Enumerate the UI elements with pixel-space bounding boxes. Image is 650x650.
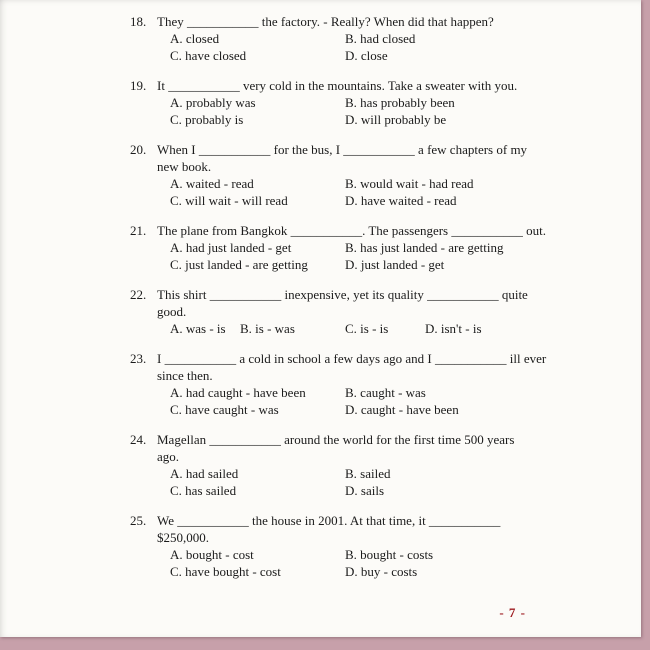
question-continuation: $250,000. (157, 530, 209, 545)
option-row (130, 546, 542, 563)
question-number: 18. (130, 14, 147, 29)
option-row (130, 401, 542, 418)
question-text: We ___________ the house in 2001. At that time, it ___________ (157, 513, 501, 528)
option-row (130, 482, 542, 499)
option-cell: C. will wait - will read (170, 193, 288, 208)
option-row (130, 320, 542, 337)
question-number: 25. (130, 513, 147, 528)
option-cell: B. had closed (345, 31, 416, 46)
question-number: 20. (130, 142, 147, 157)
option-cell: B. bought - costs (345, 547, 434, 562)
option-row (130, 465, 542, 482)
option-cell: A. was - is (170, 321, 226, 336)
option-cell: B. has probably been (345, 95, 455, 110)
option-cell: B. would wait - had read (345, 176, 474, 191)
option-row (130, 563, 542, 580)
option-cell: C. have bought - cost (170, 564, 281, 579)
option-cell: A. closed (170, 31, 220, 46)
option-cell: B. is - was (240, 321, 295, 336)
option-cell: B. caught - was (345, 385, 426, 400)
question-list (130, 13, 547, 593)
option-cell: C. has sailed (170, 483, 237, 498)
option-cell: D. buy - costs (345, 564, 418, 579)
option-cell: A. probably was (170, 95, 256, 110)
question-text: They ___________ the factory. - Really? When did that happen? (157, 14, 494, 29)
option-cell: C. probably is (170, 112, 244, 127)
option-cell: C. have closed (170, 48, 247, 63)
question-first-line (130, 286, 542, 303)
question-first-line (130, 141, 542, 158)
option-row (130, 175, 542, 192)
question-item (130, 141, 542, 209)
option-cell: A. had just landed - get (170, 240, 292, 255)
option-cell: A. waited - read (170, 176, 254, 191)
option-row (130, 239, 542, 256)
option-cell: A. bought - cost (170, 547, 254, 562)
option-row (130, 47, 542, 64)
question-item (130, 286, 542, 337)
option-row (130, 30, 542, 47)
option-row (130, 384, 542, 401)
question-item (130, 431, 542, 499)
question-text: The plane from Bangkok ___________. The passengers ___________ out. (157, 223, 546, 238)
option-cell: D. just landed - get (345, 257, 445, 272)
question-text: When I ___________ for the bus, I ___________ a few chapters of my (157, 142, 528, 157)
question-item (130, 512, 542, 580)
option-cell: D. caught - have been (345, 402, 459, 417)
question-first-line (130, 512, 542, 529)
question-text: This shirt ___________ inexpensive, yet its quality ___________ quite (157, 287, 528, 302)
option-cell: D. have waited - read (345, 193, 457, 208)
option-row (130, 111, 542, 128)
question-item (130, 13, 542, 64)
question-item (130, 77, 542, 128)
question-continuation: new book. (157, 159, 212, 174)
question-text: I ___________ a cold in school a few days ago and I ___________ ill ever (157, 351, 547, 366)
option-cell: C. is - is (345, 321, 389, 336)
option-cell: A. had caught - have been (170, 385, 306, 400)
option-cell: A. had sailed (170, 466, 239, 481)
option-cell: B. sailed (345, 466, 391, 481)
option-row (130, 192, 542, 209)
question-first-line (130, 431, 542, 448)
question-continuation: ago. (157, 449, 180, 464)
question-first-line (130, 222, 546, 239)
question-first-line (130, 77, 542, 94)
option-cell: D. will probably be (345, 112, 447, 127)
question-first-line (130, 350, 547, 367)
question-continuation: good. (157, 304, 187, 319)
option-row (130, 94, 542, 111)
question-number: 19. (130, 78, 147, 93)
option-cell: D. sails (345, 483, 384, 498)
option-cell: D. close (345, 48, 388, 63)
question-item (130, 350, 547, 418)
option-cell: C. just landed - are getting (170, 257, 308, 272)
option-cell: D. isn't - is (425, 321, 482, 336)
option-cell: C. have caught - was (170, 402, 279, 417)
option-cell: B. has just landed - are getting (345, 240, 504, 255)
question-text: Magellan ___________ around the world for the first time 500 years (157, 432, 515, 447)
question-number: 22. (130, 287, 147, 302)
question-text: It ___________ very cold in the mountains. Take a sweater with you. (157, 78, 518, 93)
page-number: - 7 - (499, 605, 526, 620)
option-row (130, 256, 542, 273)
question-number: 23. (130, 351, 147, 366)
question-number: 24. (130, 432, 147, 447)
question-item (130, 222, 546, 273)
question-number: 21. (130, 223, 147, 238)
question-first-line (130, 13, 542, 30)
question-continuation: since then. (157, 368, 213, 383)
